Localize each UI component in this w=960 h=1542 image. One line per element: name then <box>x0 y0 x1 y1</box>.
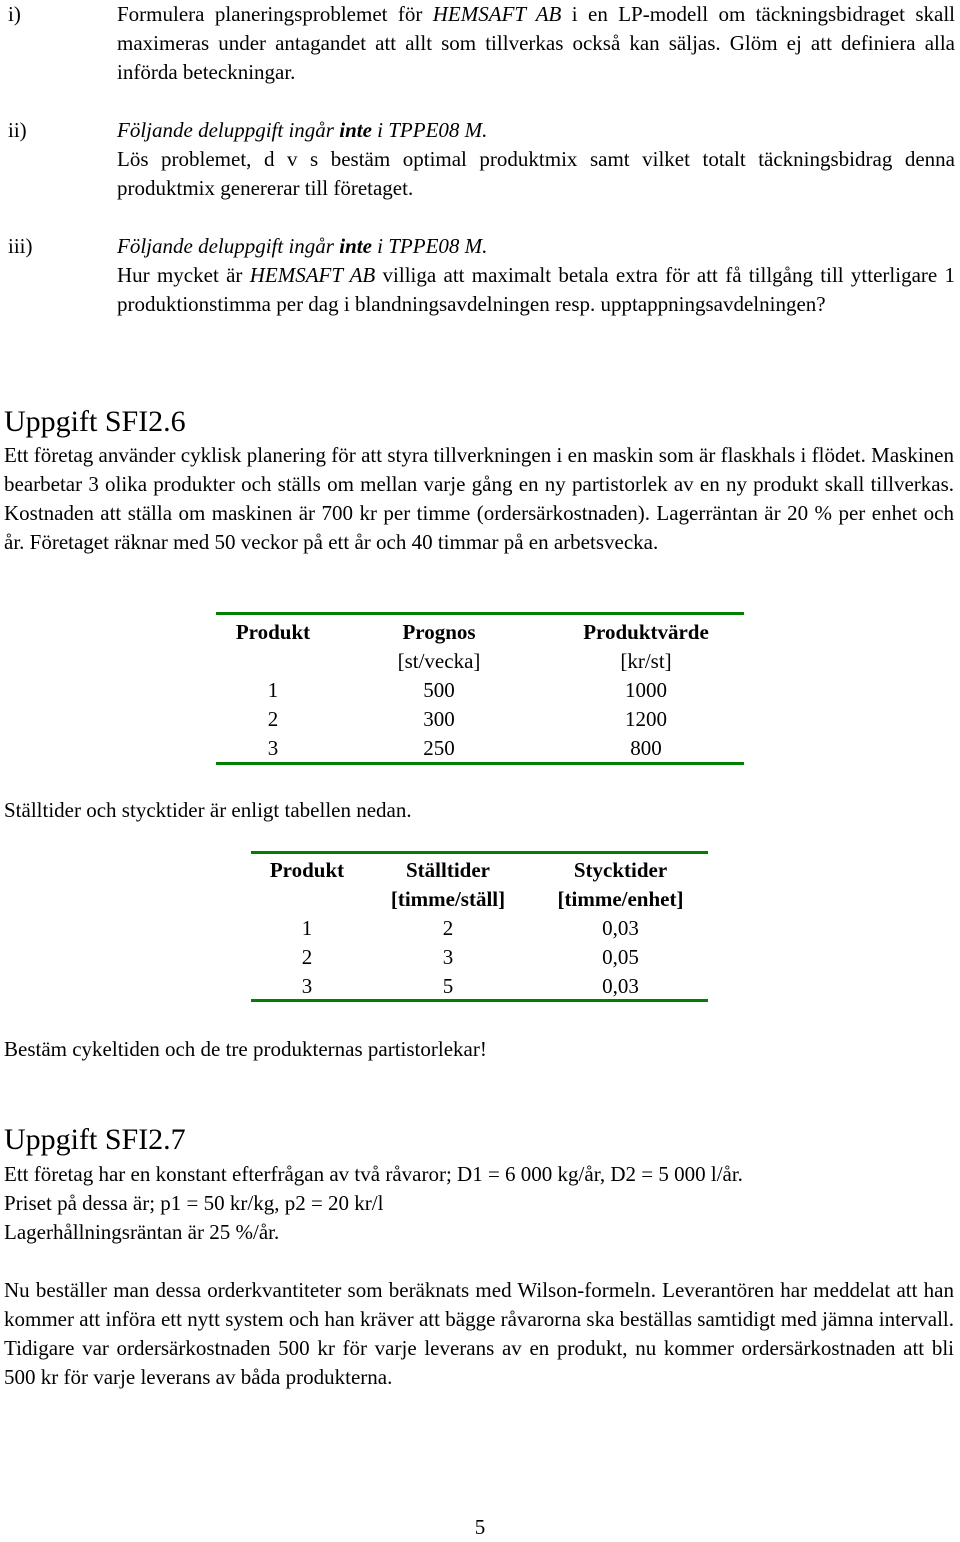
header-produktvarde: Produktvärde <box>583 620 709 644</box>
cell-produktvarde: 800 <box>630 736 662 760</box>
table-header-row-units <box>216 647 744 676</box>
table-header-row <box>216 618 744 647</box>
table1-bottom-rule <box>216 762 744 765</box>
table2-bottom-rule <box>251 999 708 1002</box>
note-prefix: Följande deluppgift ingår <box>117 234 340 258</box>
cell-stycktid: 0,03 <box>602 916 639 940</box>
question-pre: Hur mycket är <box>117 263 250 287</box>
item-iii-question <box>117 261 955 319</box>
sfi26-question: Bestäm cykeltiden och de tre produkternas partistorlekar! <box>4 1037 487 1061</box>
sfi26-between-text: Ställtider och stycktider är enligt tabellen nedan. <box>4 798 412 822</box>
header-produkt: Produkt <box>235 620 311 644</box>
cell-stycktid: 0,03 <box>602 974 639 998</box>
cell-produkt: 1 <box>267 678 279 702</box>
header-produkt-unit <box>216 647 330 676</box>
table2-top-rule <box>251 851 708 854</box>
table-row <box>251 972 708 1001</box>
note-bold: inte <box>339 118 372 142</box>
cell-produkt: 3 <box>267 736 279 760</box>
table-row <box>251 914 708 943</box>
table-row <box>251 943 708 972</box>
header-stalltider: Ställtider <box>406 858 490 882</box>
note-suffix: i TPPE08 M. <box>371 118 488 142</box>
company-name: HEMSAFT AB <box>432 2 562 26</box>
header-produkt: Produkt <box>269 858 345 882</box>
cell-produkt: 2 <box>267 707 279 731</box>
table1-top-rule <box>216 612 744 615</box>
cell-stalltid: 2 <box>442 916 454 940</box>
header-produkt-unit <box>251 885 363 914</box>
item-i-pre: Formulera planeringsproblemet för <box>117 2 433 26</box>
item-label-i: i) <box>8 2 21 26</box>
sfi27-line-2: Priset på dessa är; p1 = 50 kr/kg, p2 = 20 kr/l <box>4 1191 384 1215</box>
cell-prognos: 500 <box>423 678 455 702</box>
table-header-row <box>251 856 708 885</box>
cell-stalltid: 3 <box>442 945 454 969</box>
cell-prognos: 300 <box>423 707 455 731</box>
cell-produktvarde: 1200 <box>625 707 667 731</box>
cell-stalltid: 5 <box>442 974 454 998</box>
item-ii-note <box>117 116 955 145</box>
table-header-row-units <box>251 885 708 914</box>
header-prognos-unit: [st/vecka] <box>397 649 481 673</box>
cell-produkt: 3 <box>301 974 313 998</box>
table-row <box>216 676 744 705</box>
item-label-ii: ii) <box>8 118 27 142</box>
note-bold: inte <box>339 234 372 258</box>
heading-sfi26: Uppgift SFI2.6 <box>4 405 186 438</box>
sfi27-paragraph: Nu beställer man dessa orderkvantiteter som beräknats med Wilson-formeln. Leverantören har meddelat att han kommer att införa ett nytt system och han kräver att bägge råvarorna ska beställas samtidigt med jämna intervall. Tidigare var ordersärkostnaden 500 kr för varje leverans av en produkt, nu kommer ordersärkostnaden att bli 500 kr för varje leverans av båda produkterna. <box>4 1278 954 1389</box>
item-label-iii: iii) <box>8 234 33 258</box>
item-ii-question: Lös problemet, d v s bestäm optimal produktmix samt vilket totalt täckningsbidrag denna produktmix genererar till företaget. <box>117 147 955 200</box>
cell-produktvarde: 1000 <box>625 678 667 702</box>
sfi27-line-3: Lagerhållningsräntan är 25 %/år. <box>4 1220 280 1244</box>
header-produktvarde-unit: [kr/st] <box>620 649 672 673</box>
header-stalltider-unit: [timme/ställ] <box>390 887 506 911</box>
heading-sfi27: Uppgift SFI2.7 <box>4 1123 186 1156</box>
cell-produkt: 2 <box>301 945 313 969</box>
item-i-post: i en LP-modell om täckningsbidraget skall maximeras under antagandet att allt som tillverkas också kan säljas. Glöm ej att definiera alla införda beteckningar. <box>117 2 956 84</box>
cell-produkt: 1 <box>301 916 313 940</box>
item-ii-text <box>117 116 955 203</box>
header-stycktider: Stycktider <box>573 858 668 882</box>
page-number: 5 <box>474 1515 486 1539</box>
table-row <box>216 734 744 763</box>
sfi27-line-1: Ett företag har en konstant efterfrågan av två råvaror; D1 = 6 000 kg/år, D2 = 5 000 l/år. <box>4 1162 743 1186</box>
table-setup-times <box>251 856 708 1001</box>
item-iii-text <box>117 232 955 319</box>
company-name: HEMSAFT AB <box>249 263 376 287</box>
note-suffix: i TPPE08 M. <box>371 234 488 258</box>
note-prefix: Följande deluppgift ingår <box>117 118 340 142</box>
table-row <box>216 705 744 734</box>
header-prognos: Prognos <box>402 620 476 644</box>
question-post: villiga att maximalt betala extra för att få tillgång till ytterligare 1 produktionstimma per dag i blandningsavdelningen resp. upptappningsavdelningen? <box>117 263 956 316</box>
cell-stycktid: 0,05 <box>602 945 639 969</box>
item-iii-note <box>117 232 955 261</box>
table-products-forecast <box>216 618 744 763</box>
sfi26-intro: Ett företag använder cyklisk planering för att styra tillverkningen i en maskin som är flaskhals i flödet. Maskinen bearbetar 3 olika produkter och ställs om mellan varje gång en ny partistorlek av en ny produkt skall tillverkas. Kostnaden att ställa om maskinen är 700 kr per timme (ordersärkostnaden). Lagerräntan är 20 % per enhet och år. Företaget räknar med 50 veckor på ett år och 40 timmar på en arbetsvecka. <box>4 443 954 554</box>
cell-prognos: 250 <box>423 736 455 760</box>
header-stycktider-unit: [timme/enhet] <box>557 887 684 911</box>
item-i-text <box>117 0 955 87</box>
